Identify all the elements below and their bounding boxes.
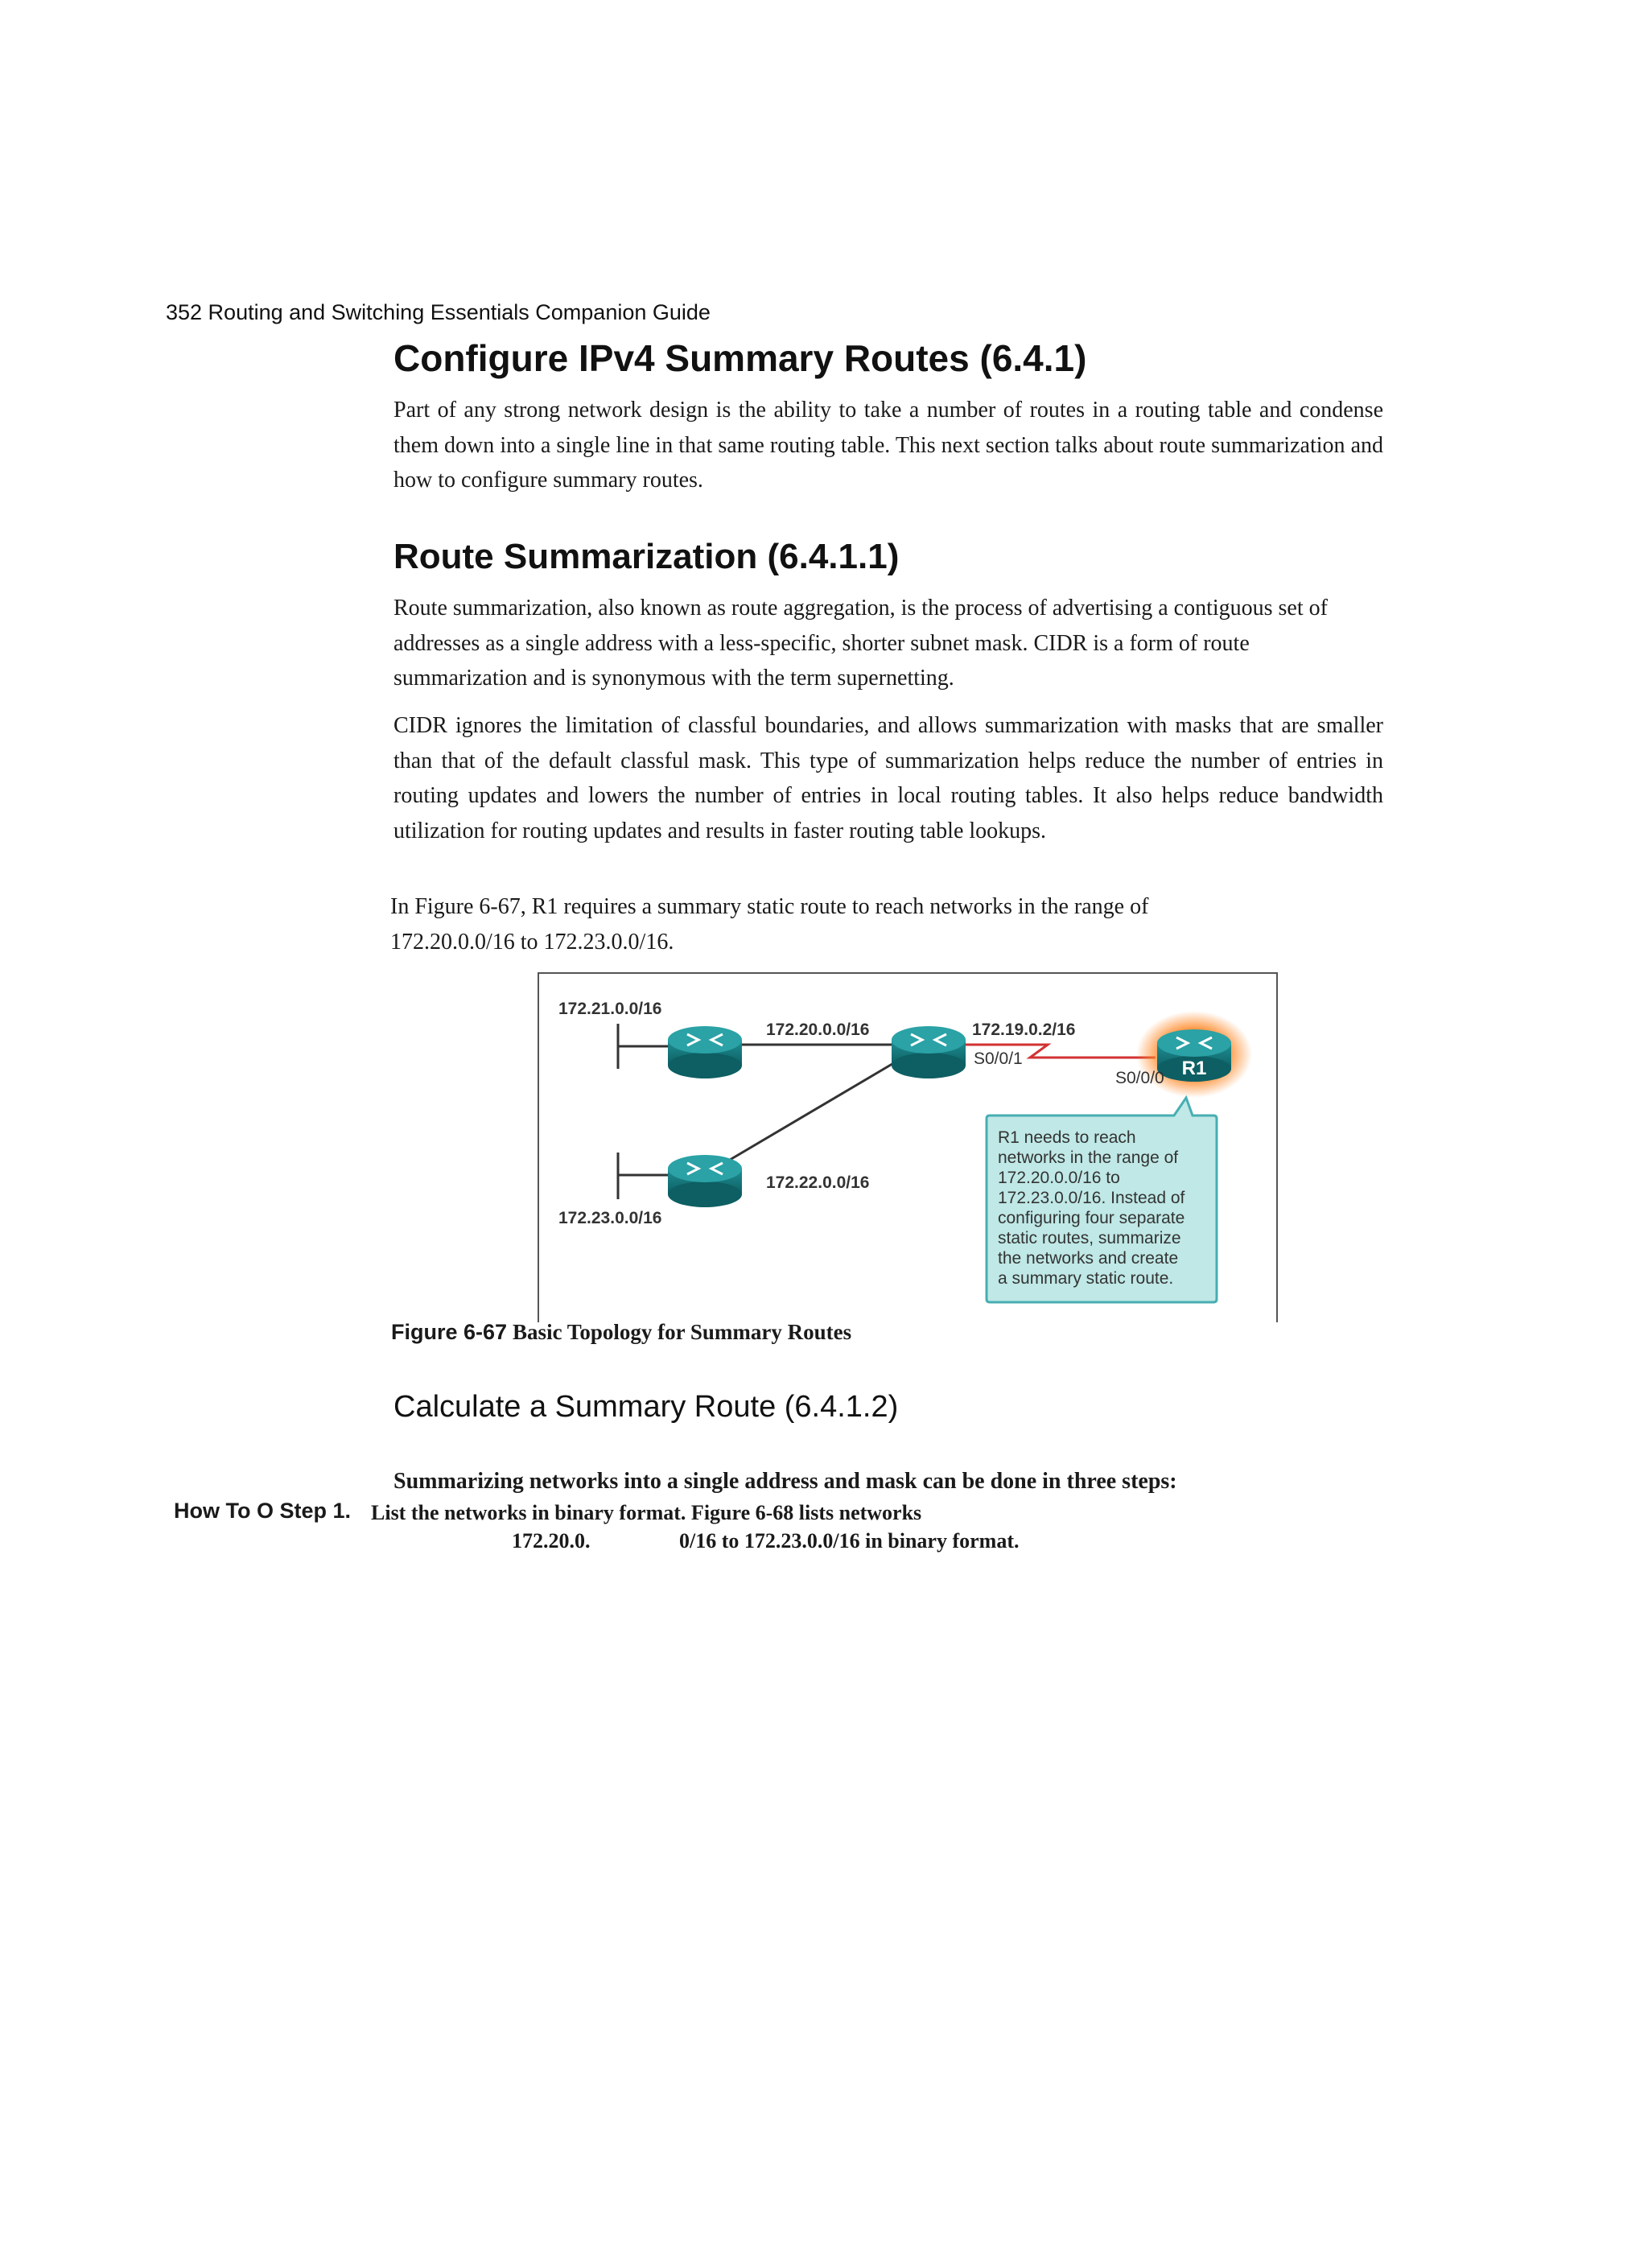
howto-label: How To O Step 1. (174, 1499, 352, 1523)
router-icon (892, 1026, 966, 1078)
network-label-172-22: 172.22.0.0/16 (766, 1173, 870, 1192)
paragraph-3-line-2: 172.20.0.0/16 to 172.23.0.0/16. (390, 929, 674, 955)
callout-line-3: 172.20.0.0/16 to (998, 1169, 1120, 1187)
running-header: 352 Routing and Switching Essentials Companion Guide (166, 300, 711, 324)
subsection-title: Route Summarization (6.4.1.1) (393, 537, 900, 576)
network-label-172-23: 172.23.0.0/16 (558, 1209, 662, 1227)
figure-caption-title: Basic Topology for Summary Routes (513, 1320, 852, 1344)
interface-label-s0-0-0: S0/0/0 (1115, 1069, 1164, 1087)
subsection-paragraph-3 (390, 889, 1388, 959)
step-1-line-2a: 172.20.0. (512, 1529, 591, 1553)
callout-line-6: static routes, summarize (998, 1229, 1181, 1247)
topology-diagram (539, 974, 1276, 1322)
calc-lead: Summarizing networks into a single address and mask can be done in three steps: (393, 1469, 1177, 1494)
topology-figure (538, 972, 1278, 1322)
paragraph-3-line-1: In Figure 6-67, R1 requires a summary static route to reach networks in the range of (390, 894, 1149, 919)
r1-label: R1 (1181, 1058, 1207, 1079)
callout-line-5: configuring four separate (998, 1209, 1185, 1227)
callout-line-4: 172.23.0.0/16. Instead of (998, 1189, 1185, 1207)
router-icon (668, 1026, 742, 1078)
interface-label-s0-0-1: S0/0/1 (974, 1049, 1023, 1068)
callout-line-8: a summary static route. (998, 1269, 1174, 1288)
router-icon (668, 1155, 742, 1207)
calc-title: Calculate a Summary Route (6.4.1.2) (393, 1390, 899, 1424)
section-title: Configure IPv4 Summary Routes (6.4.1) (393, 337, 1087, 379)
figure-caption (391, 1320, 851, 1346)
step-1-line-1: List the networks in binary format. Figure 6-68 lists networks (371, 1501, 922, 1524)
network-label-172-20: 172.20.0.0/16 (766, 1021, 870, 1039)
callout-line-2: networks in the range of (998, 1148, 1179, 1167)
figure-caption-label: Figure 6-67 (391, 1320, 508, 1344)
link-r4-r2 (708, 1057, 904, 1173)
section-intro: Part of any strong network design is the ability to take a number of routes in a routing table and condense them down into a single line in that same routing table. This next section talks about route summarization and how to configure summary routes. (393, 398, 1383, 493)
network-label-172-21: 172.21.0.0/16 (558, 1000, 662, 1018)
callout-line-7: the networks and create (998, 1249, 1179, 1268)
step-1-line-2b: 0/16 to 172.23.0.0/16 in binary format. (679, 1529, 1020, 1553)
network-label-172-19: 172.19.0.2/16 (972, 1021, 1076, 1039)
subsection-paragraph-1: Route summarization, also known as route aggregation, is the process of advertising a contiguous set of addresses as a single address with a less-specific, shorter subnet mask. CIDR is a form of route summarization and is synonymous with the term supernetting. (393, 596, 1328, 691)
callout-line-1: R1 needs to reach (998, 1128, 1136, 1147)
subsection-paragraph-2: CIDR ignores the limitation of classful boundaries, and allows summarization with masks that are smaller than that of the default classful mask. This type of summarization helps reduce the number of entries in routing updates and lowers the number of entries in local routing tables. It also helps reduce bandwidth utilization for routing updates and results in faster routing table lookups. (393, 713, 1383, 843)
